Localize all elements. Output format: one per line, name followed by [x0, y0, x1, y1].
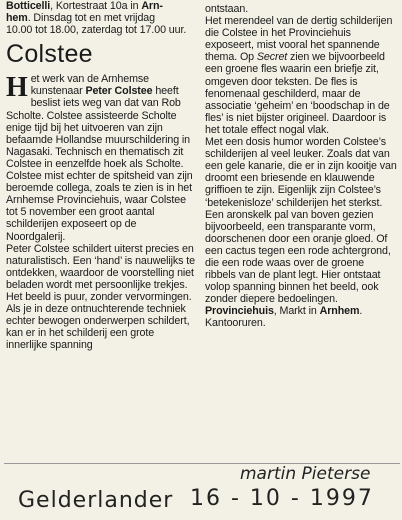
- article-paragraph-4: [205, 15, 397, 136]
- footer-hours: . Kantooruren.: [205, 305, 363, 330]
- article-paragraph-2: Peter Colstee schildert uiterst precies en naturalistisch. Een ‘hand’ is nauwelijks te ontdekken, waardoor de voorstelling niet beladen wordt met persoonlijke trekjes. Het beeld is puur, zonder vervormingen. Als je in deze ontnuchterende techniek echter bewogen onderwerpen schildert, kan er in het schilderij een grote innerlijke spanning: [6, 242, 195, 352]
- artwork-title-secret: Secret: [256, 51, 288, 64]
- venue-hours-2: 10.00 tot 18.00, zaterdag tot 17.00 uur.: [6, 24, 187, 37]
- footer-city: Arnhem: [319, 305, 360, 318]
- exhibition-footer: [205, 305, 397, 329]
- paragraph-1-text-a: et werk van de Arnhemse kunstenaar: [30, 73, 149, 98]
- right-column: [205, 3, 397, 330]
- footer-venue: Provinciehuis: [205, 305, 274, 318]
- venue-city-part2: hem: [6, 12, 28, 25]
- venue-name: Botticelli: [6, 0, 51, 12]
- footer-mid: , Markt in: [273, 305, 320, 318]
- paragraph-4-text-b: zien we bijvoorbeeld een groene fles waarin een briefje zit, omgeven door teksten. De fles is fenomenaal geschilderd, maar de associatie ‘geheim’ en ‘boodschap in de fles’ is niet bijster origineel. Daardoor is het totale effect nogal vlak.: [205, 51, 390, 136]
- article-headline: Colstee: [6, 40, 93, 69]
- venue-city-part1: Arn-: [141, 0, 163, 12]
- paragraph-1-text-b: heeft beslist iets weg van dat van Rob Scholte. Colstee assisteerde Scholte enige tijd bij het uitvoeren van zijn befaamde Hollandse muurschildering in Nagasaki. Technisch en thematisch zit Colstee in eenzelfde hoek als Scholte. Colstee mist echter de spitsheid van zijn beroemde collega, zoals te zien is in het Arnhemse Provinciehuis, waar Colstee tot 5 november een groot aantal schilderijen exposeert op de Noordgalerij.: [6, 85, 193, 243]
- left-column: [6, 0, 198, 351]
- venue-hours-1: . Dinsdag tot en met vrijdag: [27, 12, 155, 25]
- article-paragraph-5: Met een dosis humor worden Colstee’s schilderijen al veel leuker. Zoals dat van een gele kanarie, die er in zijn kooitje van droomt een briesende en klauwende griffioen te zijn. Eigenlijk zijn Colstee’s ‘betekenisloze’ schilderijen het sterkst. Een aronskelk pal van boven gezien bijvoorbeeld, een transparante vorm, doorschenen door een oranje gloed. Of een cactus tegen een rode achtergrond, die een rode waas over de groene ribbels van de plant legt. Hier ontstaat volop spanning binnen het beeld, ook zonder diepere bedoelingen.: [205, 136, 397, 306]
- handwritten-newspaper-name: Gelderlander: [18, 488, 174, 513]
- paragraph-4-text-a: Het merendeel van de dertig schilderijen die Colstee in het Provinciehuis exposeert, mist vooral het spannende thema. Op: [205, 15, 393, 64]
- handwritten-author: martin Pieterse: [240, 464, 371, 484]
- drop-cap: H: [6, 72, 28, 104]
- handwritten-date: 16 - 10 - 1997: [190, 486, 374, 511]
- article-paragraph-1: [6, 73, 198, 242]
- venue-address: , Kortestraat 10a in: [50, 0, 142, 12]
- artist-name: Peter Colstee: [85, 85, 153, 98]
- venue-info: [6, 0, 198, 36]
- article-paragraph-3: ontstaan.: [205, 3, 249, 15]
